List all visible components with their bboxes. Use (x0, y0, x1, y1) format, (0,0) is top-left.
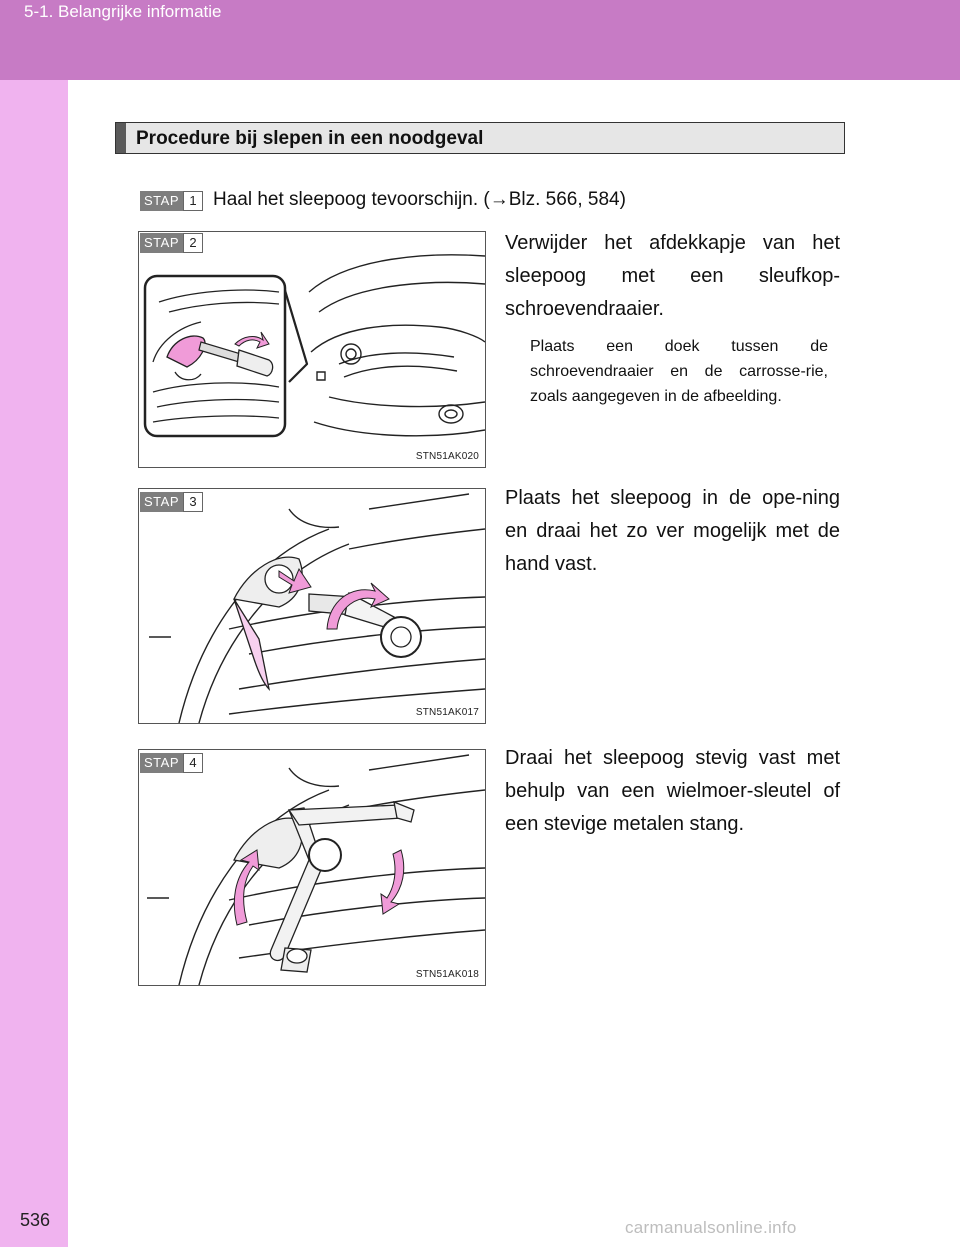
figure-step-3 (138, 488, 486, 724)
figure-step-2 (138, 231, 486, 468)
figure-id: STN51AK017 (415, 707, 479, 718)
step-badge-1 (140, 191, 203, 211)
tighten-tow-hook-illustration (139, 750, 485, 985)
figure-id: STN51AK018 (415, 969, 479, 980)
step-1-text: Haal het sleepoog tevoorschijn. (→Blz. 566, 584) (213, 189, 626, 210)
page-number: 536 (20, 1210, 51, 1230)
section-header (115, 122, 845, 154)
step-number: 4 (183, 753, 203, 773)
step-badge-4 (140, 753, 203, 773)
insert-tow-hook-illustration (139, 489, 485, 723)
side-band (0, 80, 68, 1247)
section-title: Procedure bij slepen in een noodgeval (136, 128, 484, 149)
header-band (0, 0, 960, 80)
step-badge-3 (140, 492, 203, 512)
step-number: 2 (183, 233, 203, 253)
step-number: 1 (183, 191, 203, 211)
step-label: STAP (140, 492, 183, 512)
step-badge-2 (140, 233, 203, 253)
step-3-text: Plaats het sleepoog in de ope-ning en draai het zo ver mogelijk met de hand vast. (505, 487, 840, 575)
remove-cap-illustration (139, 232, 485, 467)
step-label: STAP (140, 191, 183, 211)
step-number: 3 (183, 492, 203, 512)
step-4-text: Draai het sleepoog stevig vast met behulp van een wielmoer-sleutel of een stevige metalen stang. (505, 747, 840, 835)
watermark: carmanualsonline.info (625, 1218, 797, 1237)
step-2-text: Verwijder het afdekkapje van het sleepoog met een sleufkop-schroevendraaier. (505, 232, 840, 320)
section-header-bar (116, 123, 126, 153)
step-label: STAP (140, 753, 183, 773)
step-2-note: Plaats een doek tussen de schroevendraaier en de carrosse-rie, zoals aangegeven in de afbeelding. (530, 338, 828, 405)
figure-id: STN51AK020 (415, 451, 479, 462)
chapter-title: 5-1. Belangrijke informatie (24, 2, 222, 21)
figure-step-4 (138, 749, 486, 986)
step-label: STAP (140, 233, 183, 253)
